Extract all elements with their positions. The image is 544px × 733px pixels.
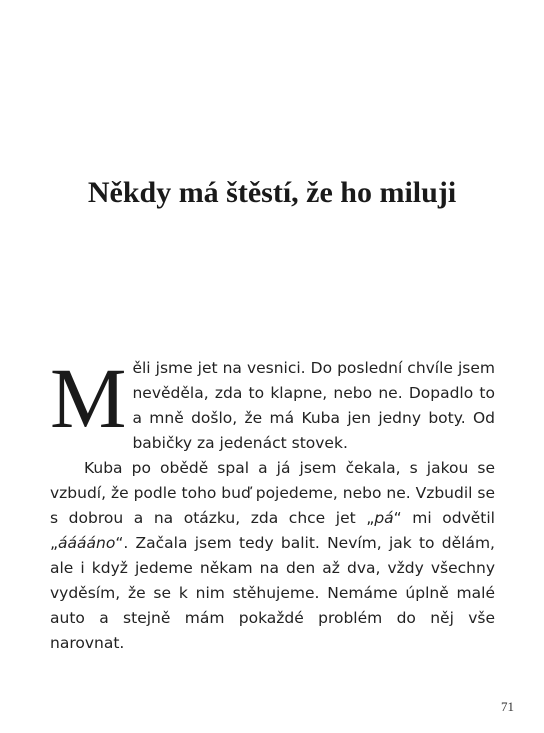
- chapter-title: Někdy má štěstí, že ho miluji: [87, 176, 457, 209]
- paragraph-2-text-c: “. Začala jsem tedy balit. Nevím, jak to dělám, ale i když jedeme někam na den až dva, vždy všechny vyděsím, že se k nim stěhujeme. Nemáme úplně malé auto a stejně mám pokaždé problém do něj vše narovnat.: [50, 534, 495, 652]
- paragraph-2-text-b: “ mi odvětil „: [50, 509, 495, 552]
- paragraph-2-text-a: Kuba po obědě spal a já jsem čekala, s jakou se vzbudí, že podle toho buď pojedeme, nebo ne. Vzbudil se s dobrou a na otázku, zda chce jet „: [50, 459, 495, 527]
- quote-aaaano: ááááno: [58, 534, 116, 552]
- paragraph-2: [50, 456, 495, 656]
- paragraph-1-text: ěli jsme jet na vesnici. Do poslední chvíle jsem nevěděla, zda to klapne, nebo ne. Dopadlo to a mně došlo, že má Kuba jen jedny boty. Od babičky za jedenáct stovek.: [132, 359, 495, 452]
- chapter-body: [50, 350, 495, 656]
- page-number: 71: [501, 699, 514, 714]
- quote-pa: pá: [374, 509, 394, 527]
- paragraph-1: [50, 350, 495, 456]
- drop-cap: M: [50, 350, 127, 446]
